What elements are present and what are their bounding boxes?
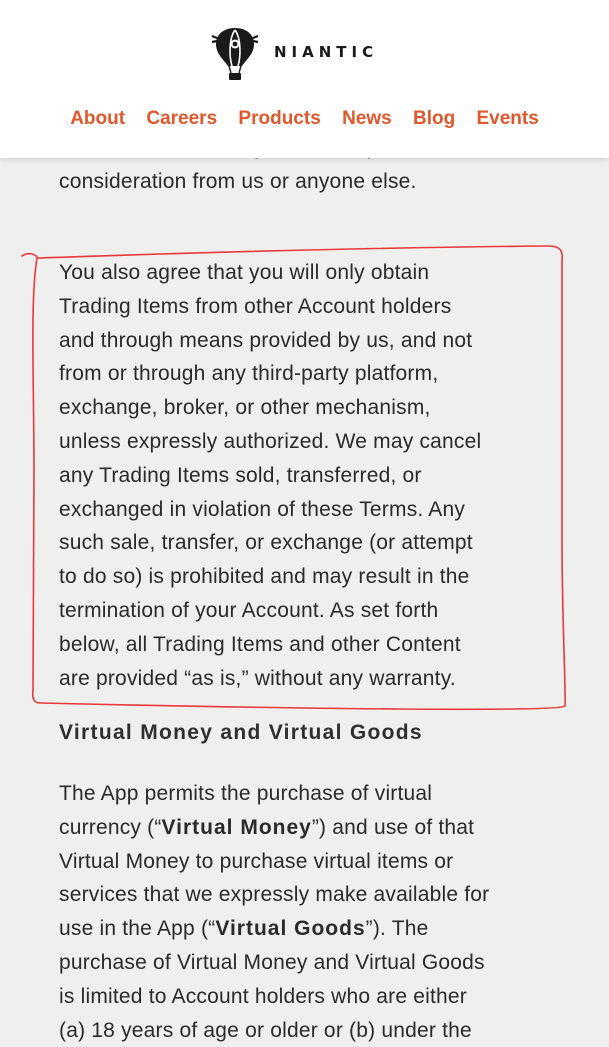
text-line: Trading Items from other Account holders — [59, 294, 452, 318]
text-line: such sale, transfer, or exchange (or attempt — [59, 531, 473, 555]
text-line: and through means provided by us, and not — [59, 328, 473, 352]
section-heading: Virtual Money and Virtual Goods — [59, 721, 423, 744]
text-line: (a) 18 years of age or older or (b) under the — [59, 1018, 472, 1042]
paragraph-trading-items — [59, 256, 559, 695]
text-line: to do so) is prohibited and may result in the — [59, 565, 470, 589]
text-line: services that we expressly make available for — [59, 883, 490, 907]
text-line: is limited to Account holders who are either — [59, 984, 468, 1008]
nav-link-blog[interactable]: Blog — [412, 108, 456, 129]
nav-link-news[interactable]: News — [342, 108, 392, 129]
text-line: termination of your Account. As set forth — [59, 598, 439, 622]
brand-name: NIANTIC — [274, 43, 379, 61]
nav-link-products[interactable]: Products — [238, 108, 321, 129]
text-line: consideration from us or anyone else. — [59, 169, 417, 193]
text-line: exchanged in violation of these Terms. Any — [59, 497, 466, 521]
text-line: purchase of Virtual Money and Virtual Goods — [59, 950, 485, 974]
hot-air-balloon-logo-icon — [208, 22, 262, 82]
text-line: any Trading Items sold, transferred, or — [59, 463, 422, 487]
text-line: You also agree that you will only obtain — [59, 261, 430, 284]
text-line: exchange, broker, or other mechanism, — [59, 396, 431, 420]
paragraph-virtual-money — [59, 777, 559, 1047]
text-line: are provided “as is,” without any warranty. — [59, 666, 456, 690]
nav-link-careers[interactable]: Careers — [146, 108, 218, 129]
text-line: Virtual Money to purchase virtual items or — [59, 849, 454, 873]
brand-logo[interactable] — [208, 22, 378, 82]
defined-term: Virtual Goods — [215, 917, 366, 941]
defined-term: Virtual Money — [161, 815, 312, 839]
text-line: use in the App (“Virtual Goods”). The — [59, 917, 429, 941]
nav-link-about[interactable]: About — [70, 108, 126, 129]
main-nav — [0, 108, 609, 130]
text-line: unless expressly authorized. We may cancel — [59, 429, 482, 453]
nav-link-events[interactable]: Events — [476, 108, 539, 129]
text-line: below, all Trading Items and other Content — [59, 632, 461, 656]
site-header — [0, 0, 609, 158]
text-line: from or through any third-party platform, — [59, 362, 439, 386]
text-line: currency (“Virtual Money”) and use of that — [59, 815, 475, 839]
text-line: The App permits the purchase of virtual — [59, 782, 433, 805]
